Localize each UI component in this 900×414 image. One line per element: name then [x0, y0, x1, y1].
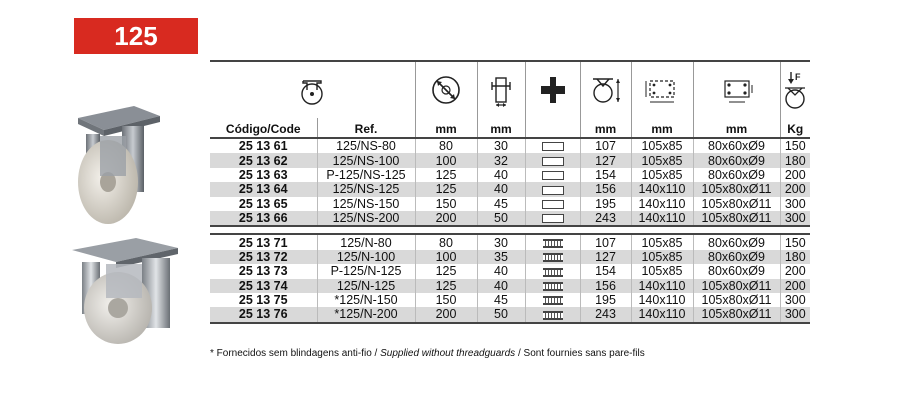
cell-h: 127 [580, 250, 631, 264]
cell-code: 25 13 74 [210, 279, 317, 293]
ribbed-tread-icon [543, 253, 563, 262]
col-diameter-unit: mm [415, 118, 477, 138]
table-row [210, 138, 810, 153]
cell-plate: 140x110 [631, 197, 693, 211]
cell-holes: 80x60xØ9 [693, 250, 780, 264]
spec-table-wrapper [210, 60, 810, 324]
table-row [210, 264, 810, 278]
smooth-tread-icon [542, 142, 564, 151]
cell-kg: 180 [780, 153, 810, 167]
cell-ref: 125/N-125 [317, 279, 415, 293]
cell-kg: 200 [780, 168, 810, 182]
cell-code: 25 13 62 [210, 153, 317, 167]
cell-d: 125 [415, 279, 477, 293]
table-row [210, 168, 810, 182]
cell-holes: 105x80xØ11 [693, 211, 780, 226]
cell-plate: 140x110 [631, 182, 693, 196]
cell-code: 25 13 64 [210, 182, 317, 196]
cell-h: 107 [580, 138, 631, 153]
cell-plate: 140x110 [631, 307, 693, 322]
cell-code: 25 13 65 [210, 197, 317, 211]
tread-icon [525, 307, 580, 322]
tread-icon [525, 250, 580, 264]
cell-w: 30 [477, 138, 525, 153]
cell-ref: 125/NS-150 [317, 197, 415, 211]
cell-d: 100 [415, 250, 477, 264]
cell-ref: P-125/N-125 [317, 264, 415, 278]
ribbed-tread-icon [543, 296, 563, 305]
cell-d: 125 [415, 168, 477, 182]
cell-holes: 80x60xØ9 [693, 138, 780, 153]
col-width-unit: mm [477, 118, 525, 138]
cell-d: 100 [415, 153, 477, 167]
cell-h: 156 [580, 279, 631, 293]
cell-holes: 80x60xØ9 [693, 234, 780, 249]
ribbed-tread-icon [543, 282, 563, 291]
tread-type-icon [525, 61, 580, 118]
wheel-diameter-icon [415, 61, 477, 118]
cell-h: 154 [580, 264, 631, 278]
col-load-unit: Kg [780, 118, 810, 138]
cell-kg: 200 [780, 182, 810, 196]
cell-code: 25 13 75 [210, 293, 317, 307]
cell-d: 200 [415, 307, 477, 322]
table-row [210, 182, 810, 196]
cell-w: 50 [477, 307, 525, 322]
col-ref-header: Ref. [317, 118, 415, 138]
cell-code: 25 13 71 [210, 234, 317, 249]
group-separator [210, 226, 810, 234]
cell-kg: 300 [780, 211, 810, 226]
tread-icon [525, 153, 580, 167]
cell-h: 154 [580, 168, 631, 182]
cell-ref: P-125/NS-125 [317, 168, 415, 182]
cell-ref: 125/NS-80 [317, 138, 415, 153]
cell-w: 50 [477, 211, 525, 226]
fixed-caster-photo-n [66, 236, 184, 346]
cell-w: 45 [477, 293, 525, 307]
table-row [210, 307, 810, 322]
cell-h: 127 [580, 153, 631, 167]
cell-w: 45 [477, 197, 525, 211]
series-badge: 125 [74, 18, 198, 54]
wheel-width-icon [477, 61, 525, 118]
load-capacity-icon [780, 61, 810, 118]
table-row [210, 211, 810, 226]
svg-text:F: F [795, 72, 801, 82]
table-row [210, 153, 810, 167]
smooth-tread-icon [542, 157, 564, 166]
cell-kg: 300 [780, 307, 810, 322]
smooth-tread-icon [542, 186, 564, 195]
cell-holes: 105x80xØ11 [693, 197, 780, 211]
cell-code: 25 13 73 [210, 264, 317, 278]
cell-holes: 105x80xØ11 [693, 307, 780, 322]
tread-icon [525, 138, 580, 153]
tread-icon [525, 234, 580, 249]
cell-d: 80 [415, 234, 477, 249]
cell-plate: 140x110 [631, 293, 693, 307]
tread-icon [525, 279, 580, 293]
cell-ref: 125/N-100 [317, 250, 415, 264]
cell-w: 35 [477, 250, 525, 264]
cell-h: 195 [580, 293, 631, 307]
col-tread-unit [525, 118, 580, 138]
col-plate-unit: mm [631, 118, 693, 138]
cell-plate: 105x85 [631, 234, 693, 249]
smooth-tread-icon [542, 214, 564, 223]
tread-icon [525, 168, 580, 182]
plate-size-icon [631, 61, 693, 118]
cell-kg: 200 [780, 264, 810, 278]
cell-holes: 105x80xØ11 [693, 279, 780, 293]
spec-table [210, 60, 810, 324]
cell-w: 32 [477, 153, 525, 167]
smooth-tread-icon [542, 171, 564, 180]
cell-kg: 200 [780, 279, 810, 293]
cell-holes: 80x60xØ9 [693, 168, 780, 182]
cell-plate: 140x110 [631, 211, 693, 226]
bolt-pattern-icon [693, 61, 780, 118]
caster-fixed-icon [210, 61, 415, 118]
cell-plate: 105x85 [631, 138, 693, 153]
cell-kg: 180 [780, 250, 810, 264]
table-row [210, 293, 810, 307]
cell-ref: *125/N-150 [317, 293, 415, 307]
cell-w: 40 [477, 182, 525, 196]
cell-plate: 105x85 [631, 168, 693, 182]
cell-d: 150 [415, 293, 477, 307]
cell-holes: 80x60xØ9 [693, 153, 780, 167]
footnote-pt: * Fornecidos sem blindagens anti-fio / [210, 348, 378, 359]
cell-ref: 125/NS-125 [317, 182, 415, 196]
cell-w: 40 [477, 279, 525, 293]
cell-d: 125 [415, 264, 477, 278]
cell-w: 40 [477, 264, 525, 278]
cell-kg: 300 [780, 197, 810, 211]
col-holes-unit: mm [693, 118, 780, 138]
table-row [210, 234, 810, 249]
col-height-unit: mm [580, 118, 631, 138]
cell-holes: 80x60xØ9 [693, 264, 780, 278]
cell-plate: 105x85 [631, 264, 693, 278]
cell-h: 156 [580, 182, 631, 196]
cell-code: 25 13 66 [210, 211, 317, 226]
cell-w: 40 [477, 168, 525, 182]
tread-icon [525, 211, 580, 226]
cell-d: 150 [415, 197, 477, 211]
col-code-header: Código/Code [210, 118, 317, 138]
cell-code: 25 13 72 [210, 250, 317, 264]
cell-h: 107 [580, 234, 631, 249]
ribbed-tread-icon [543, 311, 563, 320]
cell-w: 30 [477, 234, 525, 249]
tread-icon [525, 264, 580, 278]
ribbed-tread-icon [543, 268, 563, 277]
cell-code: 25 13 63 [210, 168, 317, 182]
cell-holes: 105x80xØ11 [693, 293, 780, 307]
cell-kg: 150 [780, 234, 810, 249]
cell-plate: 105x85 [631, 250, 693, 264]
cell-h: 243 [580, 211, 631, 226]
cell-plate: 105x85 [631, 153, 693, 167]
cell-ref: 125/NS-100 [317, 153, 415, 167]
cell-h: 243 [580, 307, 631, 322]
tread-icon [525, 293, 580, 307]
cell-kg: 150 [780, 138, 810, 153]
cell-code: 25 13 76 [210, 307, 317, 322]
cell-ref: 125/N-80 [317, 234, 415, 249]
fixed-caster-photo-ns [64, 100, 174, 230]
tread-icon [525, 182, 580, 196]
cell-d: 200 [415, 211, 477, 226]
footnote [210, 348, 645, 359]
cell-kg: 300 [780, 293, 810, 307]
tread-icon [525, 197, 580, 211]
cell-holes: 105x80xØ11 [693, 182, 780, 196]
cell-d: 80 [415, 138, 477, 153]
table-row [210, 197, 810, 211]
cell-h: 195 [580, 197, 631, 211]
table-row [210, 250, 810, 264]
cell-d: 125 [415, 182, 477, 196]
smooth-tread-icon [542, 200, 564, 209]
table-row [210, 279, 810, 293]
cell-ref: *125/N-200 [317, 307, 415, 322]
footnote-fr: / Sont fournies sans pare-fils [515, 348, 645, 359]
cell-plate: 140x110 [631, 279, 693, 293]
ribbed-tread-icon [543, 239, 563, 248]
footnote-en: Supplied without threadguards [377, 348, 516, 359]
cell-ref: 125/NS-200 [317, 211, 415, 226]
overall-height-icon [580, 61, 631, 118]
cell-code: 25 13 61 [210, 138, 317, 153]
